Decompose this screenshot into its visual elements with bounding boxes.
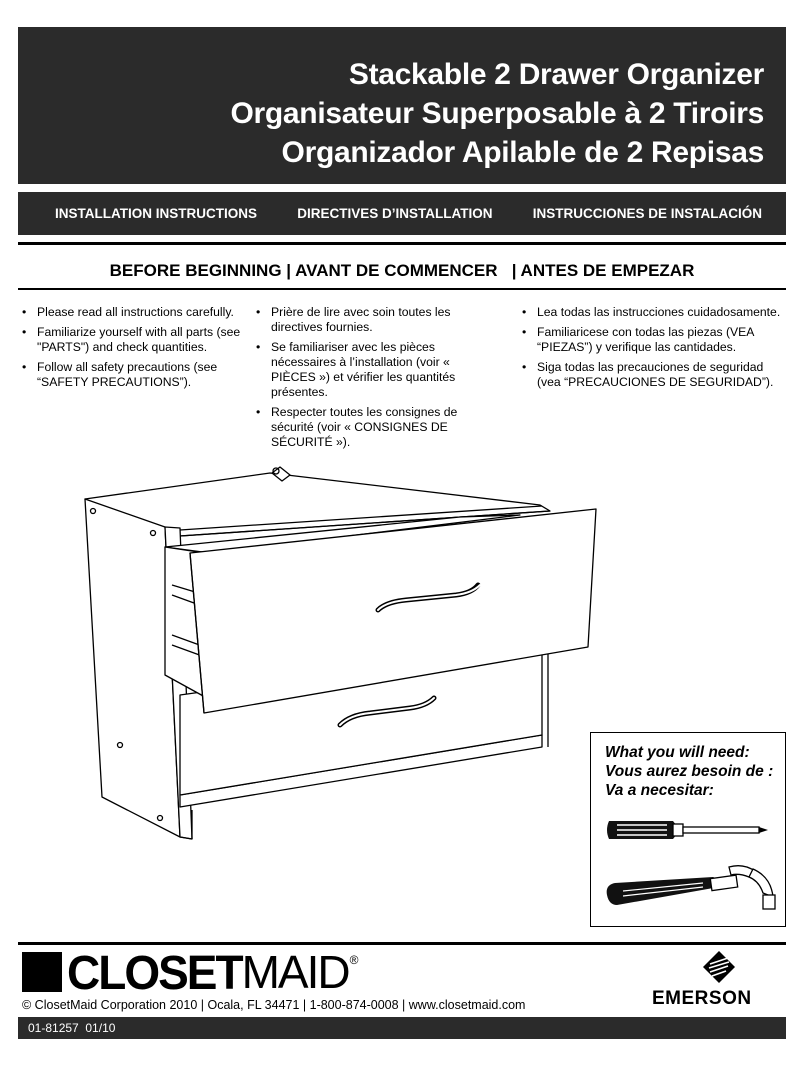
- instructions-label-english: INSTALLATION INSTRUCTIONS: [55, 206, 257, 221]
- list-spanish: [522, 305, 790, 395]
- hammer-icon: [603, 863, 779, 923]
- logo-square-icon: [22, 952, 62, 992]
- list-english: [22, 305, 246, 395]
- list-item: • Siga todas las precauciones de seguridad (vea “PRECAUCIONES DE SEGURIDAD”).: [522, 360, 790, 390]
- tools-needed-english: What you will need:: [605, 744, 750, 761]
- emerson-logo-icon: [702, 950, 736, 984]
- installation-instructions-bar: [18, 192, 786, 235]
- list-item: • Familiarize yourself with all parts (see "PARTS") and check quantities.: [22, 325, 246, 355]
- list-item: • Lea todas las instrucciones cuidadosamente.: [522, 305, 790, 320]
- document-code: 01-81257 01/10: [28, 1021, 116, 1035]
- title-banner: [18, 27, 786, 184]
- tools-needed-french: Vous aurez besoin de :: [605, 763, 774, 780]
- section-rule: [18, 288, 786, 290]
- before-beginning-heading: BEFORE BEGINNING | AVANT DE COMMENCER | ANTES DE EMPEZAR: [109, 261, 695, 280]
- list-item: • Prière de lire avec soin toutes les directives fournies.: [256, 305, 488, 335]
- instructions-label-spanish: INSTRUCCIONES DE INSTALACIÓN: [532, 206, 762, 221]
- divider-rule: [18, 242, 786, 245]
- copyright-line: © ClosetMaid Corporation 2010 | Ocala, FL 34471 | 1-800-874-0008 | www.closetmaid.com: [22, 998, 526, 1012]
- tools-needed-spanish: Va a necesitar:: [605, 782, 714, 799]
- instructions-label-french: DIRECTIVES D’INSTALLATION: [297, 206, 493, 221]
- list-item: • Please read all instructions carefully.: [22, 305, 246, 320]
- title-french: Organisateur Superposable à 2 Tiroirs: [230, 97, 764, 130]
- registered-mark: ®: [349, 953, 359, 967]
- title-english: Stackable 2 Drawer Organizer: [348, 58, 764, 91]
- list-item: • Se familiariser avec les pièces nécessaires à l’installation (voir « PIÈCES ») et vérifier les quantités présentes.: [256, 340, 488, 400]
- tools-needed-heading: [605, 743, 773, 800]
- list-item: • Follow all safety precautions (see “SAFETY PRECAUTIONS”).: [22, 360, 246, 390]
- document-code-bar: [18, 1017, 786, 1039]
- list-item: • Respecter toutes les consignes de sécurité (voir « CONSIGNES DE SÉCURITÉ »).: [256, 405, 488, 450]
- logo-word-light: MAID: [241, 946, 349, 998]
- list-french: [256, 305, 488, 455]
- title-spanish: Organizador Apilable de 2 Repisas: [281, 136, 764, 169]
- emerson-wordmark: EMERSON: [652, 988, 752, 1009]
- closetmaid-logo: [22, 944, 359, 1000]
- list-item: • Familiaricese con todas las piezas (VEA “PIEZAS”) y verifique las cantidades.: [522, 325, 790, 355]
- tools-needed-box: [590, 732, 786, 927]
- screwdriver-icon: [603, 815, 773, 845]
- logo-word-bold: CLOSET: [67, 944, 242, 1000]
- drawer-organizer-illustration: [80, 435, 600, 845]
